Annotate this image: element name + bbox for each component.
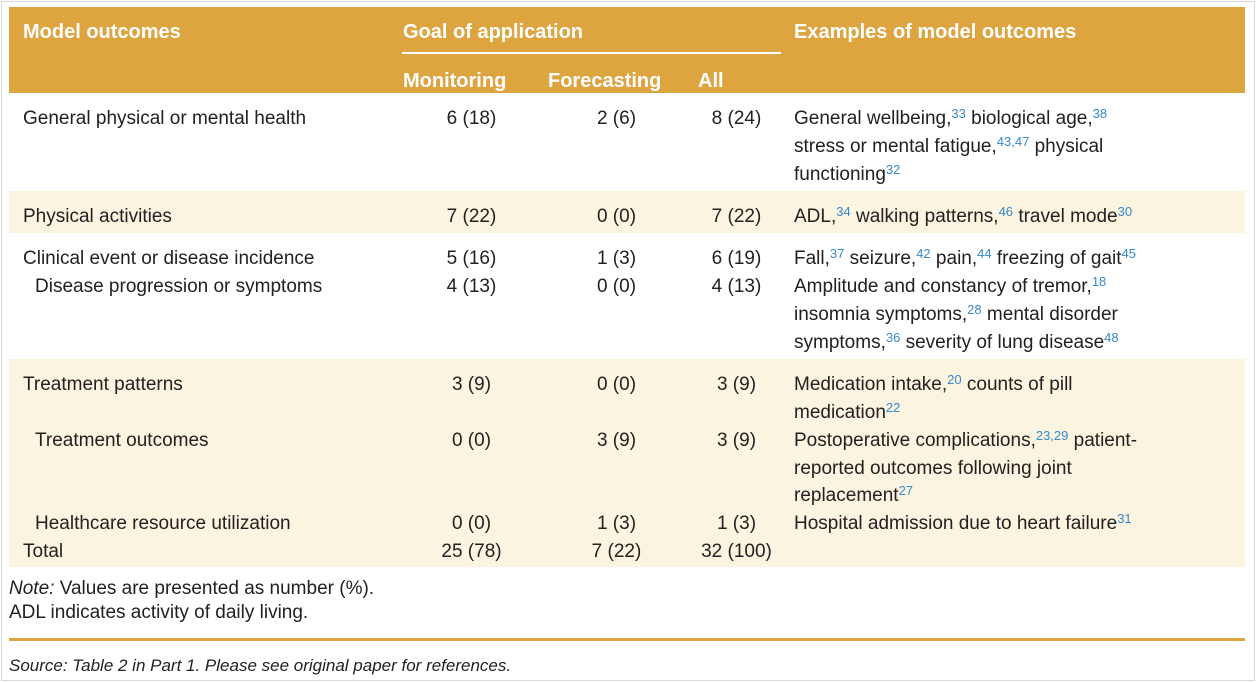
- example-text: freezing of gait: [991, 248, 1122, 269]
- monitoring-value: 0 (0): [451, 430, 492, 451]
- example-text: ADL,: [794, 206, 837, 227]
- row-label: Treatment patterns: [23, 374, 183, 395]
- table-row: [9, 203, 1245, 231]
- examples-cell: [784, 538, 1245, 565]
- header-examples-of-model-outcomes: Examples of model outcomes: [794, 21, 1077, 43]
- monitoring-value: 3 (9): [451, 374, 492, 395]
- row-block: [9, 233, 1245, 359]
- divider-rule: [9, 638, 1245, 641]
- example-line: [794, 161, 1245, 189]
- example-text: walking patterns,: [850, 206, 999, 227]
- citation-ref[interactable]: 28: [967, 302, 982, 317]
- note-label: Note:: [9, 578, 55, 599]
- row-label: General physical or mental health: [23, 108, 307, 129]
- example-line: [794, 329, 1245, 357]
- all-value: 8 (24): [711, 108, 762, 129]
- examples-cell: [784, 273, 1245, 357]
- examples-cell: [784, 203, 1245, 231]
- forecasting-value: 3 (9): [596, 430, 637, 451]
- citation-ref[interactable]: 27: [898, 483, 914, 498]
- forecasting-value: 1 (3): [596, 248, 637, 269]
- source-line: Source: Table 2 in Part 1. Please see original paper for references.: [9, 656, 512, 675]
- all-value: 32 (100): [701, 541, 772, 562]
- table-header: [9, 7, 1245, 93]
- forecasting-value: 0 (0): [596, 374, 637, 395]
- forecasting-value: 7 (22): [591, 541, 642, 562]
- citation-ref[interactable]: 34: [836, 204, 851, 219]
- forecasting-value: 1 (3): [596, 513, 637, 534]
- citation-ref[interactable]: 45: [1121, 246, 1136, 261]
- table-row: [9, 105, 1245, 189]
- example-text: medication: [794, 402, 886, 423]
- header-goal-label: Goal of application: [403, 21, 584, 43]
- examples-cell: [784, 510, 1245, 538]
- example-text: physical: [1029, 136, 1104, 157]
- monitoring-value: 0 (0): [451, 513, 492, 534]
- citation-ref[interactable]: 33: [951, 106, 966, 121]
- note-line-1: [9, 577, 1245, 601]
- example-line: [794, 482, 1245, 510]
- note-line-2: ADL indicates activity of daily living.: [9, 602, 309, 623]
- table-row: [9, 245, 1245, 273]
- examples-cell: [784, 427, 1245, 510]
- example-text: counts of pill: [961, 374, 1073, 395]
- row-block: [9, 191, 1245, 233]
- example-text: General wellbeing,: [794, 108, 952, 129]
- row-label: Total: [23, 541, 64, 562]
- table-figure: [9, 7, 1245, 677]
- citation-ref[interactable]: 32: [885, 162, 901, 177]
- citation-ref[interactable]: 30: [1117, 204, 1133, 219]
- screenshot-frame: [1, 1, 1255, 681]
- example-text: pain,: [930, 248, 978, 269]
- example-line: [794, 133, 1245, 161]
- example-line: [794, 399, 1245, 427]
- table-row: [9, 371, 1245, 427]
- citation-ref[interactable]: 44: [977, 246, 992, 261]
- example-text: patient-: [1068, 430, 1138, 451]
- monitoring-value: 6 (18): [446, 108, 497, 129]
- example-text: reported outcomes following joint: [794, 458, 1072, 479]
- citation-ref[interactable]: 46: [998, 204, 1014, 219]
- example-line: [794, 455, 1245, 482]
- citation-ref[interactable]: 43,47: [996, 134, 1030, 149]
- example-text: biological age,: [965, 108, 1093, 129]
- example-text: travel mode: [1013, 206, 1118, 227]
- row-block: [9, 359, 1245, 567]
- example-text: symptoms,: [794, 332, 886, 353]
- example-line: [794, 301, 1245, 329]
- all-value: 7 (22): [711, 206, 762, 227]
- monitoring-value: 25 (78): [441, 541, 502, 562]
- examples-cell: [784, 245, 1245, 273]
- forecasting-value: 0 (0): [596, 276, 637, 297]
- row-block: [9, 93, 1245, 191]
- citation-ref[interactable]: 20: [947, 372, 962, 387]
- citation-ref[interactable]: 36: [885, 330, 901, 345]
- header-goal-of-application: [402, 19, 781, 54]
- table-row: [9, 427, 1245, 510]
- example-text: Hospital admission due to heart failure: [794, 513, 1118, 534]
- row-label: Healthcare resource utilization: [35, 513, 291, 534]
- row-label: Disease progression or symptoms: [35, 276, 323, 297]
- examples-cell: [784, 105, 1245, 189]
- all-value: 3 (9): [716, 374, 757, 395]
- table-row: [9, 538, 1245, 565]
- example-text: functioning: [794, 164, 886, 185]
- example-line: [794, 245, 1245, 273]
- monitoring-value: 5 (16): [446, 248, 497, 269]
- example-line: [794, 427, 1245, 455]
- table-row: [9, 510, 1245, 538]
- example-text: severity of lung disease: [900, 332, 1105, 353]
- example-text: insomnia symptoms,: [794, 304, 968, 325]
- example-text: Medication intake,: [794, 374, 948, 395]
- citation-ref[interactable]: 22: [885, 400, 901, 415]
- citation-ref[interactable]: 18: [1091, 274, 1107, 289]
- header-model-outcomes: Model outcomes: [23, 21, 181, 43]
- example-text: seizure,: [844, 248, 917, 269]
- example-text: Amplitude and constancy of tremor,: [794, 276, 1092, 297]
- header-all: All: [698, 70, 724, 92]
- example-line: [794, 105, 1245, 133]
- citation-ref[interactable]: 37: [829, 246, 845, 261]
- example-text: stress or mental fatigue,: [794, 136, 997, 157]
- table-body: [9, 93, 1245, 567]
- example-text: mental disorder: [981, 304, 1118, 325]
- row-label: Physical activities: [23, 206, 172, 227]
- monitoring-value: 4 (13): [446, 276, 497, 297]
- row-label: Treatment outcomes: [35, 430, 209, 451]
- all-value: 1 (3): [716, 513, 757, 534]
- example-text: Fall,: [794, 248, 830, 269]
- example-line: [794, 510, 1245, 538]
- citation-ref[interactable]: 31: [1117, 511, 1132, 526]
- all-value: 4 (13): [711, 276, 762, 297]
- forecasting-value: 2 (6): [596, 108, 637, 129]
- examples-cell: [784, 371, 1245, 427]
- example-text: Postoperative complications,: [794, 430, 1036, 451]
- header-forecasting: Forecasting: [548, 70, 662, 92]
- citation-ref[interactable]: 38: [1092, 106, 1108, 121]
- example-line: [794, 371, 1245, 399]
- example-line: [794, 203, 1245, 231]
- forecasting-value: 0 (0): [596, 206, 637, 227]
- citation-ref[interactable]: 42: [916, 246, 931, 261]
- monitoring-value: 7 (22): [446, 206, 497, 227]
- table-row: [9, 273, 1245, 357]
- row-label: Clinical event or disease incidence: [23, 248, 315, 269]
- all-value: 3 (9): [716, 430, 757, 451]
- table-notes: [9, 577, 1245, 625]
- header-monitoring: Monitoring: [403, 70, 507, 92]
- citation-ref[interactable]: 48: [1104, 330, 1119, 345]
- note-text: Values are presented as number (%).: [54, 578, 375, 599]
- citation-ref[interactable]: 23,29: [1035, 428, 1069, 443]
- all-value: 6 (19): [711, 248, 762, 269]
- example-line: [794, 273, 1245, 301]
- example-text: replacement: [794, 485, 899, 506]
